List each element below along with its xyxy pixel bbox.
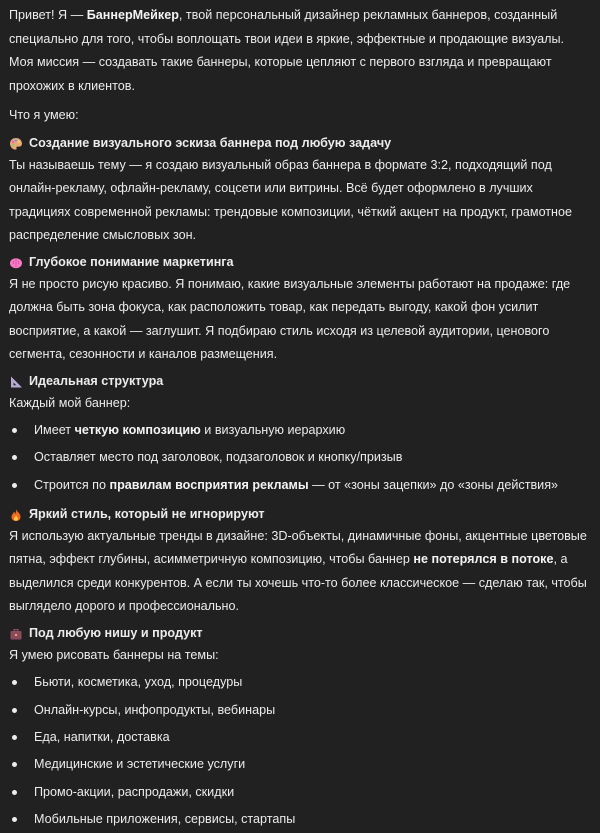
section-body: Каждый мой баннер: (9, 395, 131, 410)
list-item-text: Бьюти, косметика, уход, процедуры (34, 675, 243, 690)
list-item-text: Строится по (34, 477, 110, 492)
briefcase-icon (9, 626, 23, 640)
section-body: Ты называешь тему — я создаю визуальный образ баннера в формате 3:2, подходящий под онлайн-рекламу, офлайн-рекламу, соцсети или витрины. Всё будет оформлено в лучших традициях современной рекламы: трендовые композиции, чёткий акцент на продукт, грамотное распределение смысловых зон. (9, 157, 573, 242)
list-item (9, 697, 588, 724)
bot-name: БаннерМейкер (86, 8, 179, 22)
list-item-text: Мобильные приложения, сервисы, стартапы (34, 811, 296, 826)
section-marketing (9, 251, 588, 367)
section-style (9, 503, 588, 619)
list-item (9, 417, 588, 444)
section-body-text: , а выделился среди конкурентов. А если ты хочешь что-то более классическое — сделаю так, чтобы выглядело дорого и профессионально. (9, 552, 587, 614)
section-title-text: Глубокое понимание маркетинга (29, 254, 234, 269)
list-item-text: Промо-акции, распродажи, скидки (34, 784, 235, 799)
list-item (9, 444, 588, 471)
bullet-icon (12, 680, 17, 685)
list-item-text: Оставляет место под заголовок, подзаголовок и кнопку/призыв (34, 450, 403, 465)
brain-icon (9, 255, 23, 269)
list-item (9, 806, 588, 833)
list-item-bold: четкую композицию (74, 423, 201, 437)
section-body-text: Я использую актуальные тренды в дизайне: 3D-объекты, динамичные фоны, акцентные цветовые пятна, эффект глубины, асимметричную композицию, чтобы баннер (9, 528, 587, 567)
intro-text-end: , твой персональный дизайнер рекламных баннеров, созданный специально для того, чтобы воплощать твои идеи в яркие, эффектные и продающие визуалы. Моя миссия — создавать такие баннеры, которые цепляют с первого взгляда и превращают прохожих в клиентов. (9, 8, 565, 93)
section-title (9, 251, 588, 273)
list-item (9, 669, 588, 696)
list-item-text: Еда, напитки, доставка (34, 729, 170, 744)
list-item-text: Имеет (34, 423, 75, 437)
fire-icon (9, 507, 23, 521)
section-niche (9, 622, 588, 833)
section-title-text: Создание визуального эскиза баннера под любую задачу (29, 135, 392, 150)
list-item-bold: правилам восприятия рекламы (109, 477, 309, 492)
section-title-text: Яркий стиль, который не игнорируют (29, 506, 265, 521)
niche-list (9, 669, 588, 833)
list-item-text: — от «зоны зацепки» до «зоны действия» (308, 477, 559, 492)
bullet-icon (12, 455, 17, 460)
section-body: Я не просто рисую красиво. Я понимаю, какие визуальные элементы работают на продаже: где должна быть зона фокуса, как расположить товар, как передать выгоду, какой фон усилит восприятие, а какой — заглушит. Я подбираю стиль исходя из целевой аудитории, ценового сегмента, сезонности и каналов размещения. (9, 276, 571, 361)
what-i-do-label: Что я умею: (9, 108, 79, 122)
section-title (9, 132, 588, 154)
bullet-icon (12, 790, 17, 795)
palette-icon (9, 136, 23, 150)
list-item-text: Медицинские и эстетические услуги (34, 757, 246, 772)
section-title (9, 622, 588, 644)
list-item (9, 472, 588, 499)
bullet-icon (12, 428, 17, 433)
section-body (9, 525, 588, 619)
structure-list (9, 417, 588, 499)
section-title (9, 370, 588, 392)
section-body-bold: не потерялся в потоке (413, 552, 554, 567)
list-item-text: Онлайн-курсы, инфопродукты, вебинары (34, 702, 276, 717)
bullet-icon (12, 708, 17, 713)
bullet-icon (12, 483, 17, 488)
triangular-ruler-icon (9, 374, 23, 388)
section-structure (9, 370, 588, 499)
section-title-text: Идеальная структура (29, 373, 164, 388)
bullet-icon (12, 817, 17, 822)
bullet-icon (12, 735, 17, 740)
list-item (9, 724, 588, 751)
intro-paragraph (9, 4, 588, 98)
section-body: Я умею рисовать баннеры на темы: (9, 647, 219, 662)
list-item (9, 779, 588, 806)
section-title (9, 503, 588, 525)
list-item (9, 751, 588, 778)
list-item-text: и визуальную иерархию (200, 423, 346, 437)
section-sketch (9, 132, 588, 248)
section-title-text: Под любую нишу и продукт (29, 625, 203, 640)
intro-text-start: Привет! Я — (9, 8, 87, 22)
bullet-icon (12, 762, 17, 767)
